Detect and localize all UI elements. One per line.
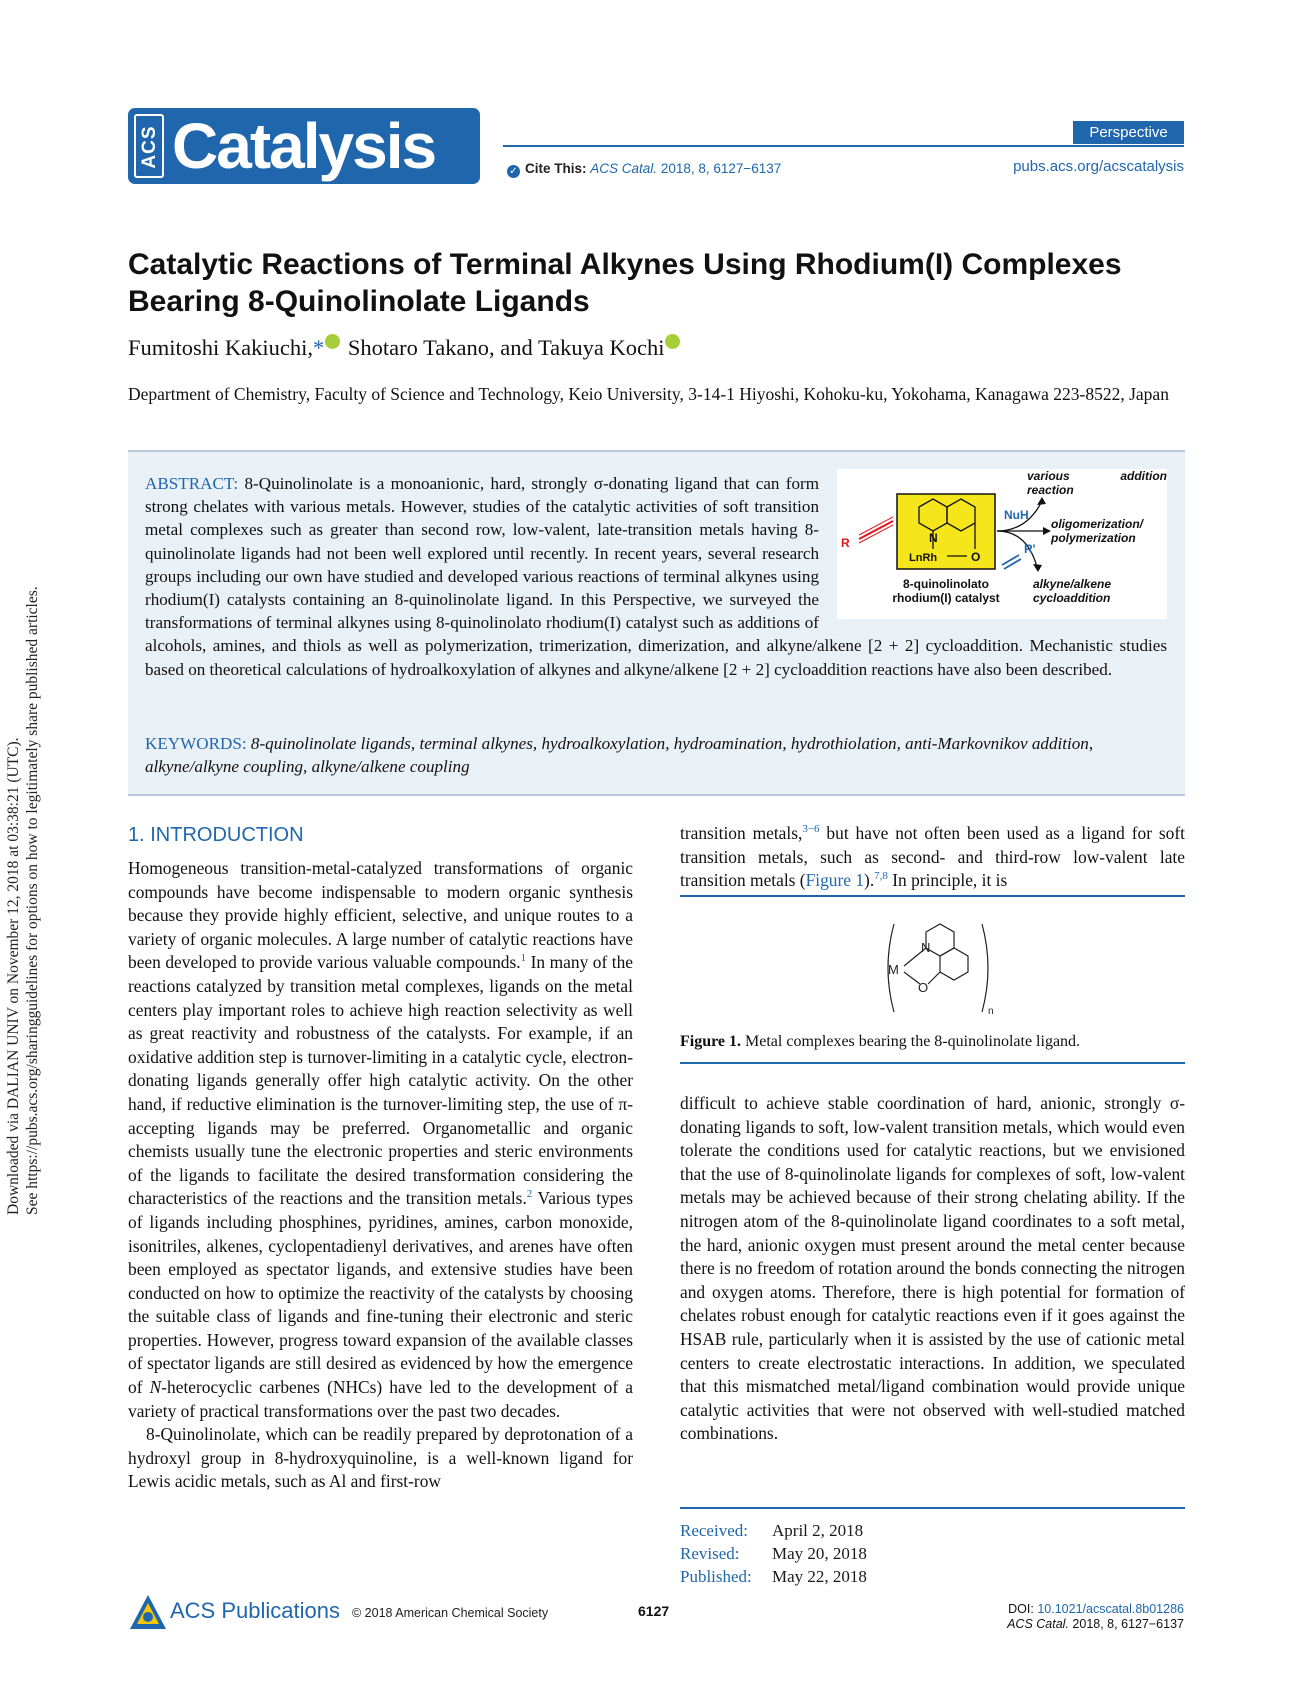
orcid-icon[interactable]: [325, 334, 340, 349]
right-column-bottom: [680, 1092, 1185, 1446]
affiliation: Department of Chemistry, Faculty of Science and Technology, Keio University, 3-14-1 Hiyoshi, Kohoku-ku, Yokohama, Kanagawa 223-8522, Japan: [128, 384, 1169, 404]
toc-graphic: [837, 469, 1167, 619]
author-list: Fumitoshi Kakiuchi,* Shotaro Takano, and Takuya Kochi: [128, 334, 682, 361]
label-oligomerization: oligomerization/ polymerization: [1051, 517, 1144, 545]
abstract-label: ABSTRACT:: [145, 474, 239, 493]
left-column: [128, 857, 633, 1494]
figure-link[interactable]: Figure 1: [805, 870, 865, 891]
corresponding-mark[interactable]: *: [313, 335, 325, 360]
abstract-box: [128, 450, 1185, 796]
doi-line[interactable]: DOI: 10.1021/acscatal.8b01286: [1008, 1602, 1184, 1616]
figure-1-caption: Figure 1. Metal complexes bearing the 8-quinolinolate ligand.: [680, 1033, 1081, 1050]
c-o-bond: [928, 972, 940, 984]
paragraph: transition metals,$^{3-6}$ but have not often been used as a ligand for soft transition metals, such as second- and third-row low-valent late transition metals (Figure 1).$^{7,8}$ In principle, it is: [680, 823, 1185, 891]
article-type-badge: Perspective: [1073, 121, 1184, 144]
nuh-label: NuH: [1004, 508, 1029, 522]
label-catalyst: 8-quinolinolato rhodium(I) catalyst: [892, 577, 1000, 605]
oxygen-label: O: [918, 980, 929, 995]
label-cycloaddition: alkyne/alkene cycloaddition: [1033, 577, 1112, 605]
reference-link[interactable]: 1: [520, 952, 527, 965]
o-label: O: [971, 550, 981, 564]
keywords: [145, 732, 1167, 778]
section-heading: 1. INTRODUCTION: [128, 824, 304, 846]
abstract-text: 8-Quinolinolate is a monoanionic, hard, strongly σ-donating ligand that can form strong chelates with various metals. However, studies of the catalytic activities of soft transition metal complexes such as greater than second row, low-valent, late-transition metals having 8-quinolinolate ligands had not been well explored until recently. In recent years, several research groups including our own have studied and developed various reactions of terminal alkynes using rhodium(I) catalysts containing an 8-quinolinolate ligand. In this Perspective, we surveyed the transformations of terminal alkynes using 8-quinolinolato rhodium(I) catalyst such as additions of alcohols, amines, and thiols as well as polymerization, trimerization, dimerization, and alkyne/alkene [2 + 2] cycloaddition. Mechanistic studies based on theoretical calculations of hydroalkoxylation of alkynes and alkyne/alkene [2 + 2] cycloaddition reactions have also been described.: [145, 474, 1167, 679]
orcid-icon[interactable]: [665, 334, 680, 349]
reference-link[interactable]: 7,8: [874, 870, 888, 883]
watermark-line-2: See https://pubs.acs.org/sharingguidelines for options on how to legitimately share published articles.: [24, 586, 41, 1215]
page-number: 6127: [638, 1603, 670, 1619]
alkyne-bond: [859, 517, 893, 535]
received-row: Received: April 2, 2018: [680, 1521, 864, 1540]
dates-rule: [680, 1507, 1185, 1509]
copyright: © 2018 American Chemical Society: [352, 1606, 549, 1620]
abstract: [145, 469, 1167, 681]
nitrogen-label: N: [921, 940, 931, 955]
cite-this[interactable]: ✓ Cite This: ACS Catal. 2018, 8, 6127−6137: [507, 161, 781, 178]
quinolinolate-structure: [860, 918, 1000, 1018]
emblem-dot: [143, 1612, 153, 1622]
acs-emblem-icon: [128, 1593, 168, 1633]
reference-link[interactable]: 3−6: [802, 823, 820, 836]
r-prime-label: R': [1024, 542, 1036, 556]
alkene-bond: [1002, 555, 1019, 565]
header-rule: [503, 145, 1184, 147]
paragraph: difficult to achieve stable coordination of hard, anionic, strongly σ-donating ligands to soft, low-valent transition metals, which would even tolerate the conditions used for catalytic reactions, but we envisioned that the use of 8-quinolinolate ligands for complexes of soft, low-valent metals may be achieved because of their strong chelating ability. If the nitrogen atom of the 8-quinolinolate ligand coordinates to a soft metal, the hard, anionic oxygen must present around the metal center because there is no freedom of rotation around the bonds connecting the nitrogen and oxygen atoms. Therefore, there is high potential for formation of chelates robust enough for catalytic reactions even if it goes against the HSAB rule, particularly when it is assisted by the use of cationic metal centers to create electrostatic interactions. In addition, we speculated that this mismatched metal/ligand combination would provide unique catalytic activities that were not observed with well-studied matched combinations.: [680, 1093, 1185, 1444]
acs-mark: ACS: [134, 114, 164, 178]
journal-url[interactable]: pubs.acs.org/acscatalysis: [1013, 158, 1184, 175]
figure-top-rule: [680, 895, 1185, 897]
watermark-line-1: Downloaded via DALIAN UNIV on November 12, 2018 at 03:38:21 (UTC).: [5, 737, 22, 1215]
label-addition: various addition reaction: [1027, 469, 1167, 497]
keywords-text: 8-quinolinolate ligands, terminal alkynes, hydroalkoxylation, hydroamination, hydrothiolation, anti-Markovnikov addition, alkyne/alkyne coupling, alkyne/alkene coupling: [145, 734, 1094, 777]
acs-publications-logo[interactable]: ACS Publications: [128, 1593, 328, 1633]
lnrh-label: LnRh: [909, 552, 938, 564]
doi-block: [950, 1602, 1184, 1632]
citation-line: ACS Catal. 2018, 8, 6127−6137: [1007, 1617, 1184, 1631]
arrowhead: [1043, 527, 1051, 535]
metal-label: M: [888, 962, 899, 977]
n-label: N: [929, 531, 938, 545]
published-row: Published: May 22, 2018: [680, 1567, 867, 1586]
subscript-n: n: [988, 1006, 994, 1017]
benzene-ring: [940, 948, 968, 980]
r-label: R: [841, 536, 850, 550]
arrowhead: [1033, 564, 1042, 572]
alkyne-bond: [859, 525, 893, 543]
reference-link[interactable]: 2: [526, 1188, 533, 1201]
paragraph: Homogeneous transition-metal-catalyzed transformations of organic compounds have become indispensable to modern organic synthesis because they provide highly efficient, selective, and unique routes to a variety of organic molecules. A large number of catalytic reactions have been developed to provide various valuable compounds.$^1$ In many of the reactions catalyzed by transition metal complexes, ligands on the metal centers play important roles to achieve high reaction selectivity as well as great reactivity and robustness of the catalysts. For example, if an oxidative addition step is turnover-limiting in a catalytic cycle, electron-donating ligands generally offer high catalytic activity. On the other hand, if reductive elimination is the turnover-limiting step, the use of π-accepting ligands may be preferred. Organometallic and organic chemists usually tune the electronic properties and steric environments of the ligands to facilitate the desired transformation considering the characteristics of the reactions and the transition metals.$^2$ Various types of ligands including phosphines, pyridines, amines, carbon monoxide, isonitriles, alkenes, cyclopentadienyl derivatives, and arenes have often been employed as spectator ligands, and extensive studies have been conducted on how to optimize the reactivity of the catalysts by choosing the suitable class of ligands and fine-tuning their electronic and steric properties. However, progress toward expansion of the available classes of spectator ligands are still desired as evidenced by how the emergence of N-heterocyclic carbenes (NHCs) have led to the development of a variety of practical transformations over the past two decades.: [128, 858, 634, 1421]
article-dates: [680, 1519, 867, 1588]
journal-logo[interactable]: [128, 108, 480, 184]
alkene-bond: [1004, 559, 1021, 569]
paragraph: 8-Quinolinolate, which can be readily prepared by deprotonation of a hydroxyl group in 8-hydroxyquinoline, is a well-known ligand for Lewis acidic metals, such as Al and first-row: [128, 1424, 633, 1492]
right-paren: [982, 924, 988, 1012]
alkyne-bond: [859, 521, 893, 539]
check-icon: ✓: [507, 165, 520, 178]
keywords-label: KEYWORDS:: [145, 734, 247, 753]
revised-row: Revised: May 20, 2018: [680, 1544, 867, 1563]
article-title: Catalytic Reactions of Terminal Alkynes Using Rhodium(I) Complexes Bearing 8-Quinolinolate Ligands: [128, 248, 1122, 318]
download-watermark: [4, 515, 44, 1215]
journal-name: Catalysis: [172, 110, 436, 182]
figure-bottom-rule: [680, 1062, 1185, 1064]
toc-scheme: [837, 469, 1167, 619]
figure-1-graphic: [860, 918, 1000, 1018]
right-column-top: [680, 822, 1185, 893]
